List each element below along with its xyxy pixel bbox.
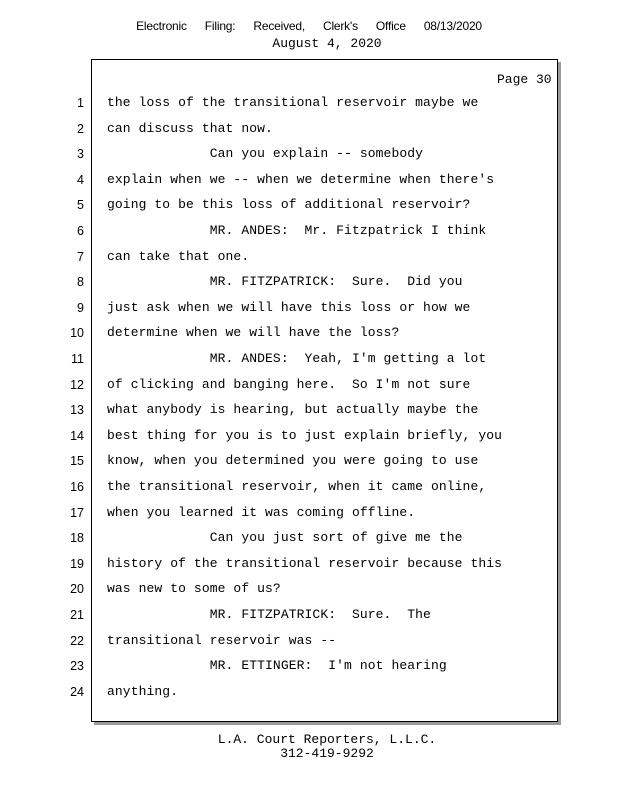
transcript-line	[0, 632, 560, 650]
line-number: 19	[70, 556, 84, 571]
line-text: going to be this loss of additional reservoir?	[107, 197, 471, 213]
transcript-line	[0, 452, 560, 470]
line-text: can discuss that now.	[107, 120, 273, 136]
line-number: 6	[77, 224, 84, 238]
line-number: 1	[77, 96, 84, 110]
line-number: 11	[71, 352, 84, 366]
line-number: 24	[70, 684, 84, 699]
line-number: 21	[70, 608, 84, 622]
line-number: 12	[70, 377, 84, 392]
transcript-line	[0, 299, 560, 317]
line-text: was new to some of us?	[107, 581, 281, 597]
filing-word: Received,	[253, 19, 305, 33]
transcript-line	[0, 222, 560, 240]
line-text: when you learned it was coming offline.	[107, 504, 416, 520]
line-text: MR. FITZPATRICK: Sure. Did you	[107, 274, 463, 290]
page-number: Page 30	[497, 72, 552, 87]
line-number: 14	[70, 428, 84, 443]
transcript-line	[0, 504, 560, 522]
line-text: best thing for you is to just explain briefly, you	[107, 427, 503, 443]
transcript-line	[0, 120, 560, 138]
transcript-line	[0, 580, 560, 598]
line-text: what anybody is hearing, but actually maybe the	[107, 402, 479, 418]
transcript-line	[0, 376, 560, 394]
line-number: 13	[70, 403, 84, 418]
transcript-line	[0, 145, 560, 163]
line-text: Can you just sort of give me the	[107, 530, 463, 546]
line-number: 9	[77, 300, 84, 315]
transcript-line	[0, 324, 560, 342]
line-text: anything.	[107, 683, 179, 699]
transcript-line	[0, 248, 560, 266]
footer-phone: 312-419-9292	[280, 746, 374, 761]
line-number: 10	[70, 326, 84, 341]
line-number: 8	[77, 275, 84, 290]
line-number: 15	[70, 454, 84, 469]
line-text: just ask when we will have this loss or how we	[107, 299, 471, 315]
filing-stamp	[0, 19, 618, 33]
line-text: the transitional reservoir, when it came online,	[107, 479, 487, 494]
transcript-date: August 4, 2020	[272, 36, 382, 51]
transcript-line	[0, 683, 560, 701]
line-text: determine when we will have the loss?	[107, 325, 400, 341]
transcript-line	[0, 94, 560, 112]
transcript-line	[0, 273, 560, 291]
line-number: 18	[70, 531, 84, 546]
line-number: 17	[70, 505, 84, 520]
filing-word: Filing:	[204, 19, 236, 33]
line-number: 7	[77, 249, 84, 264]
transcript-line	[0, 606, 560, 624]
filing-word: 08/13/2020	[423, 19, 482, 33]
transcript-line	[0, 401, 560, 419]
transcript-line	[0, 657, 560, 675]
transcript-line	[0, 427, 560, 445]
transcript-line	[0, 555, 560, 573]
filing-word: Office	[375, 19, 406, 33]
transcript-line	[0, 350, 560, 368]
line-number: 20	[70, 582, 84, 597]
transcript-line	[0, 529, 560, 547]
transcript-line	[0, 196, 560, 214]
line-number: 16	[70, 480, 84, 494]
line-text: history of the transitional reservoir because this	[107, 555, 503, 571]
line-text: MR. ANDES: Mr. Fitzpatrick I think	[107, 223, 487, 238]
line-number: 5	[77, 198, 84, 213]
line-text: MR. ETTINGER: I'm not hearing	[107, 658, 447, 674]
line-number: 22	[70, 633, 84, 648]
line-text: Can you explain -- somebody	[107, 146, 424, 162]
filing-word: Electronic	[136, 19, 187, 33]
line-text: the loss of the transitional reservoir maybe we	[107, 95, 479, 110]
line-text: explain when we -- when we determine when there's	[107, 171, 495, 187]
footer-company: L.A. Court Reporters, L.L.C.	[217, 732, 437, 747]
line-number: 3	[77, 147, 84, 162]
line-text: transitional reservoir was --	[107, 632, 337, 648]
transcript-line	[0, 171, 560, 189]
transcript-line	[0, 478, 560, 496]
line-number: 2	[77, 121, 84, 136]
line-text: MR. ANDES: Yeah, I'm getting a lot	[107, 351, 487, 366]
line-text: know, when you determined you were going to use	[107, 453, 479, 469]
line-text: can take that one.	[107, 248, 250, 264]
line-number: 4	[77, 172, 84, 187]
line-number: 23	[70, 659, 84, 674]
line-text: MR. FITZPATRICK: Sure. The	[107, 607, 431, 622]
filing-word: Clerk's	[322, 19, 358, 33]
line-text: of clicking and banging here. So I'm not sure	[107, 376, 471, 392]
